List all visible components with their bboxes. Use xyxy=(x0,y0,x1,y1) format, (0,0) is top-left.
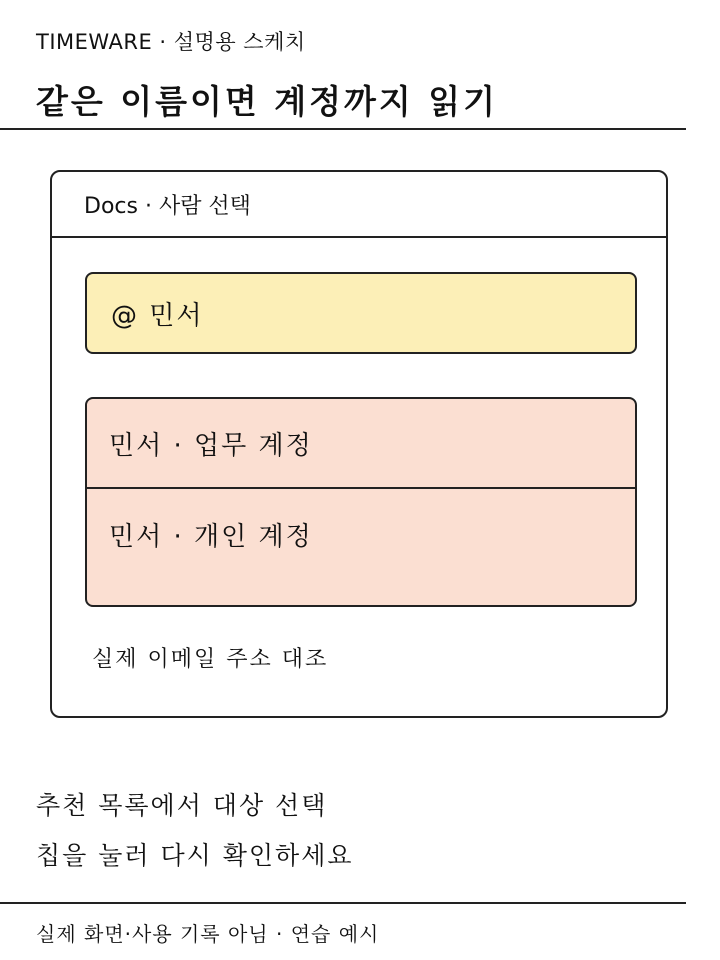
header-divider xyxy=(0,128,686,130)
page-title: 같은 이름이면 계정까지 읽기 xyxy=(36,82,499,121)
footer-disclaimer: 실제 화면·사용 기록 아님 · 연습 예시 xyxy=(36,922,380,946)
people-picker-card xyxy=(50,170,668,718)
suggestion-item-personal[interactable]: 민서 · 개인 계정 xyxy=(109,521,313,552)
sketch-label: TIMEWARE · 설명용 스케치 xyxy=(36,30,306,54)
mention-chip[interactable]: @ 민서 xyxy=(85,272,637,354)
suggestion-list xyxy=(85,397,637,607)
footer-divider xyxy=(0,902,686,904)
card-title: Docs · 사람 선택 xyxy=(52,172,666,238)
suggestion-item-work[interactable]: 민서 · 업무 계정 xyxy=(87,399,635,489)
instruction-line-2: 칩을 눌러 다시 확인하세요 xyxy=(36,841,354,870)
card-note: 실제 이메일 주소 대조 xyxy=(92,647,329,672)
instruction-line-1: 추천 목록에서 대상 선택 xyxy=(36,791,328,820)
